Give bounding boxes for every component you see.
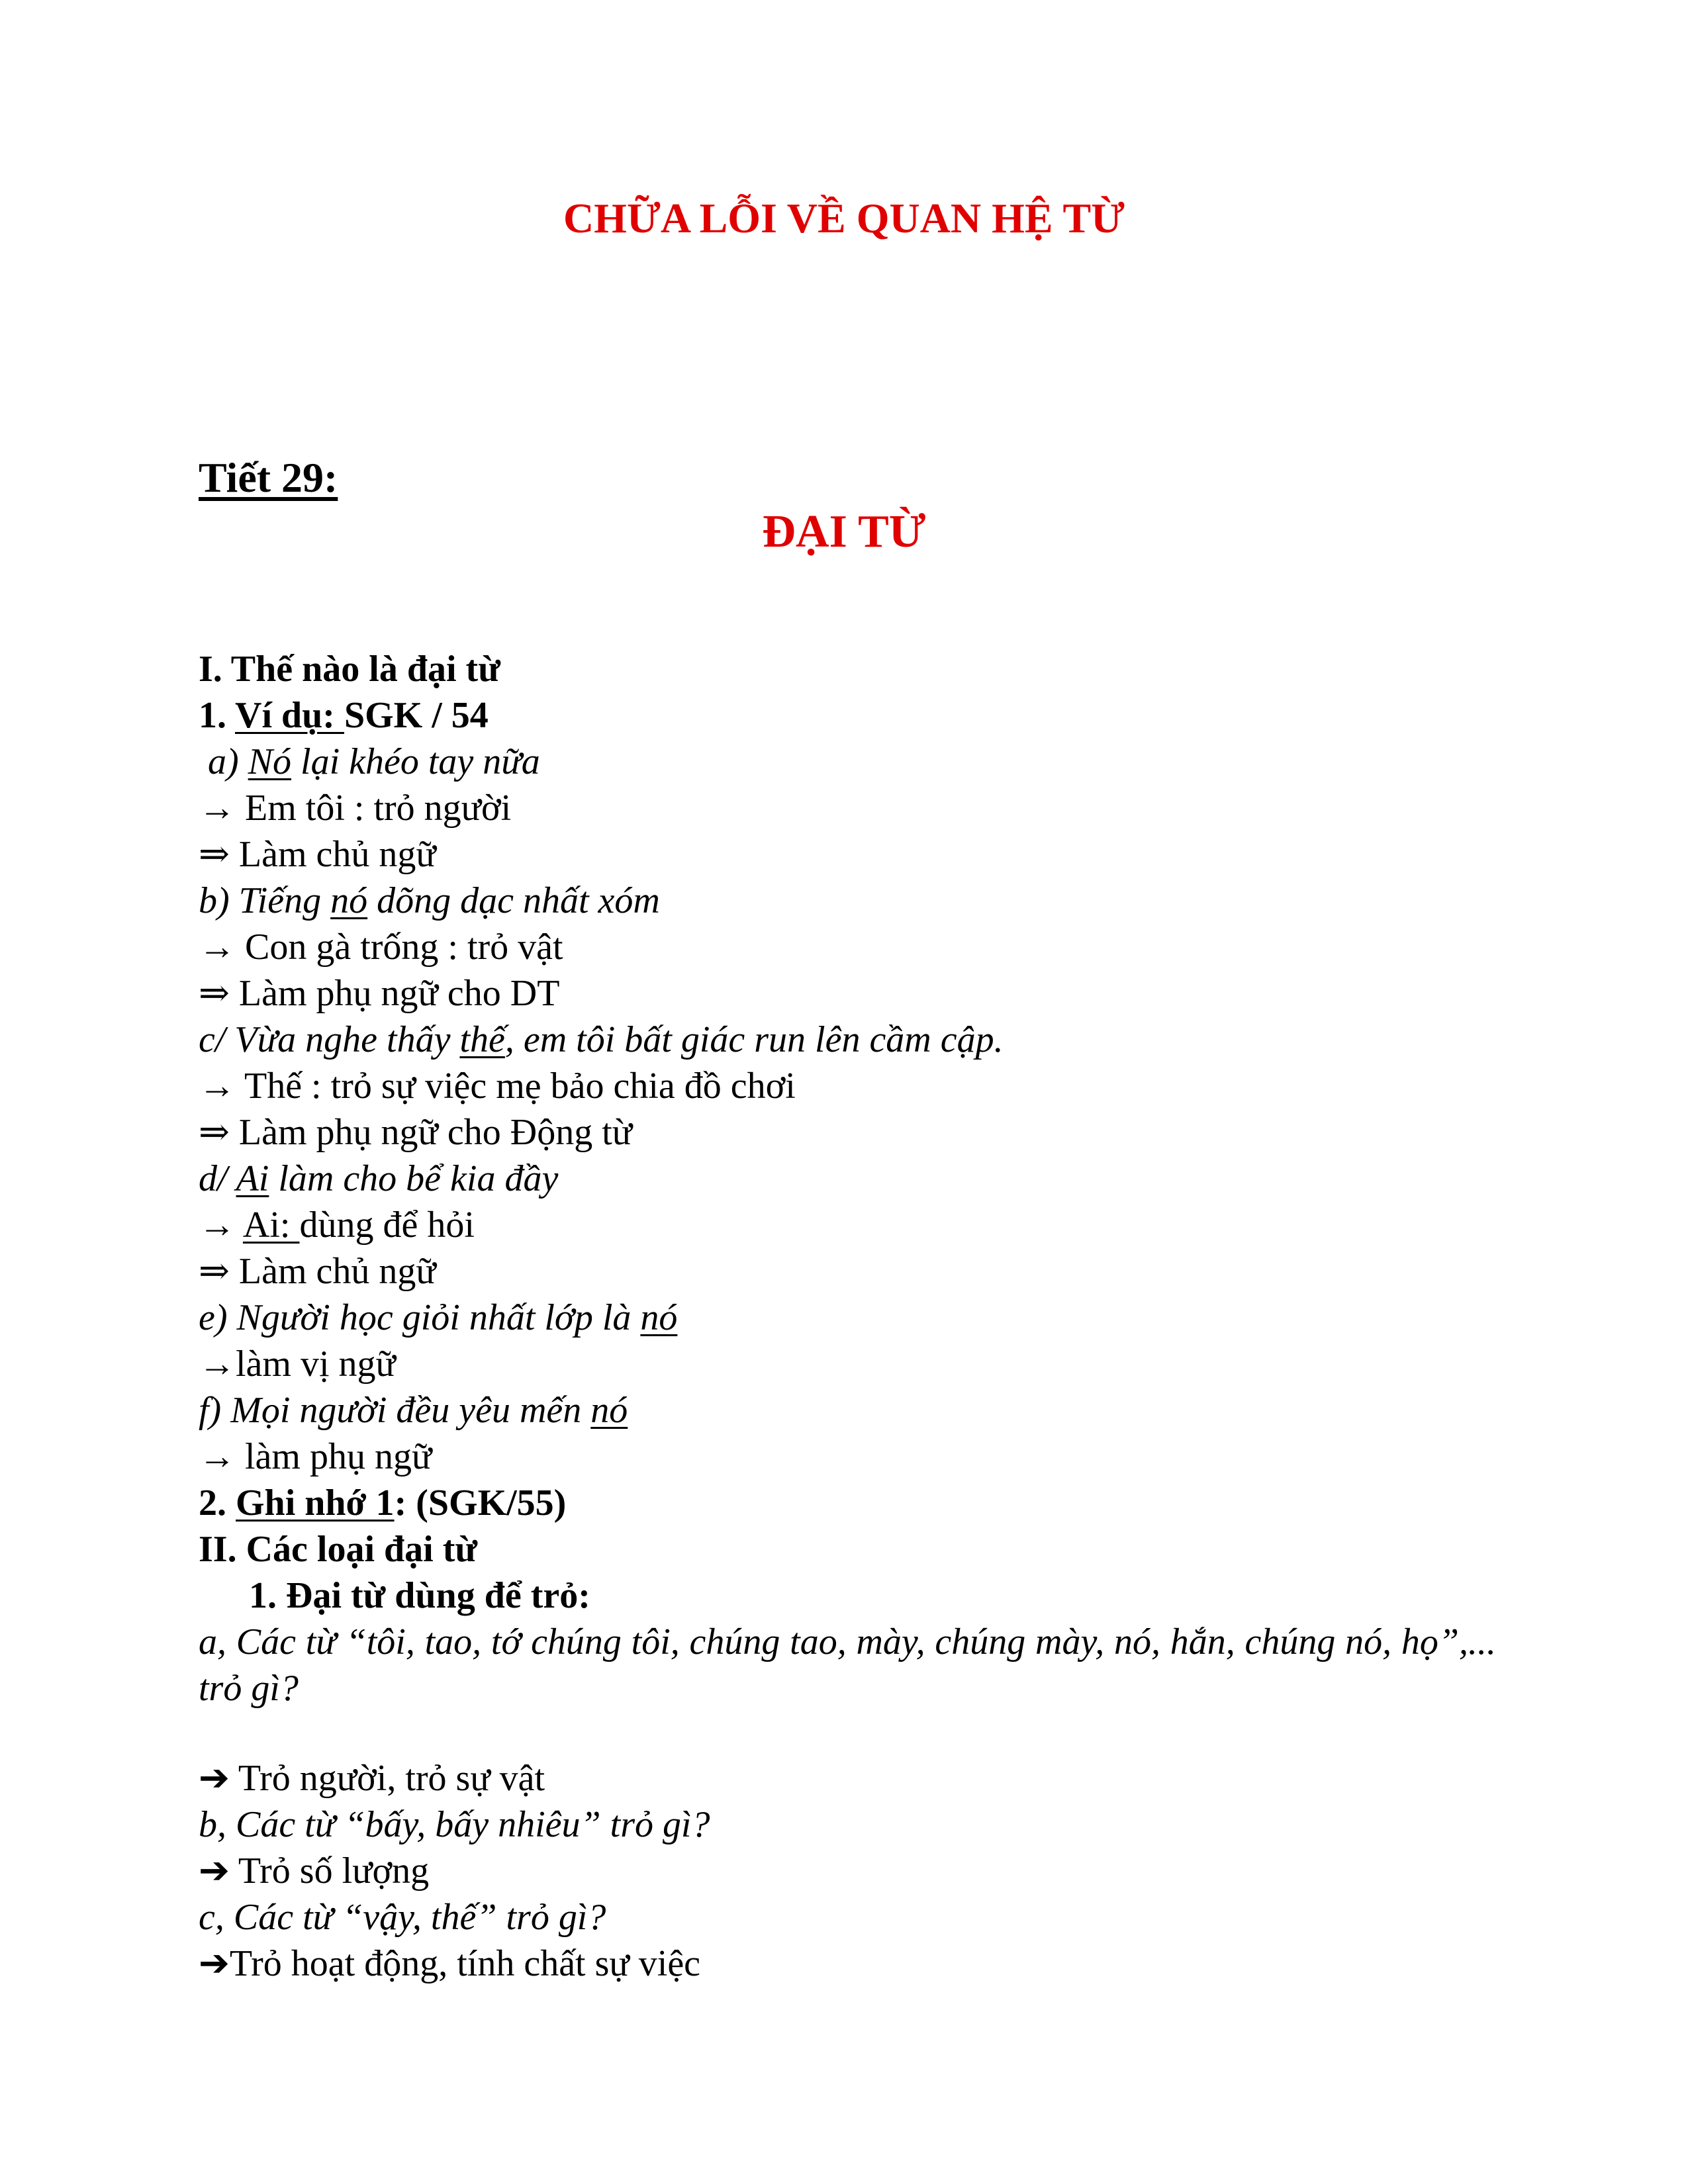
example-a-note-2: ⇒ Làm chủ ngữ: [199, 834, 436, 875]
example-b-note-1: → Con gà trống : trỏ vật: [199, 927, 563, 968]
page-title: CHỮA LỖI VỀ QUAN HỆ TỪ: [563, 195, 1125, 242]
question-b: b, Các từ “bấy, bấy nhiêu” trỏ gì?: [199, 1804, 710, 1845]
answer-c: [199, 1940, 1496, 1987]
answer-a: [199, 1755, 1496, 1801]
example-f: [199, 1387, 1496, 1433]
example-a-note-1: → Em tôi : trỏ người: [199, 788, 512, 829]
example-b-rest: dõng dạc nhất xóm: [367, 880, 660, 921]
example-b-prefix: b) Tiếng: [199, 880, 331, 921]
section-1-heading: I. Thế nào là đại từ: [199, 649, 500, 690]
example-e-prefix: e) Người học giỏi nhất lớp là: [199, 1297, 641, 1338]
example-d-note-rest: dùng để hỏi: [299, 1205, 475, 1246]
example-line: [199, 692, 1496, 739]
subsection-1-heading: 1. Đại từ dùng để trỏ:: [249, 1575, 590, 1616]
answer-b: [199, 1848, 1496, 1894]
example-f-note-1: → làm phụ ngữ: [199, 1436, 432, 1477]
example-label: Ví dụ:: [235, 695, 344, 736]
memo-line: [199, 1480, 1496, 1526]
memo-ref: : (SGK/55): [394, 1482, 567, 1524]
arrow-icon: →: [199, 1205, 243, 1246]
example-e-note-1: →làm vị ngữ: [199, 1343, 396, 1385]
example-a-rest: lại khéo tay nữa: [291, 741, 540, 782]
example-c-pronoun: thế: [459, 1019, 505, 1060]
example-e: [199, 1295, 1496, 1341]
example-d-note-2: ⇒ Làm chủ ngữ: [199, 1251, 436, 1292]
lesson-label: Tiết 29:: [199, 454, 338, 501]
example-c-note-1: → Thế : trỏ sự việc mẹ bảo chia đồ chơi: [199, 1066, 796, 1107]
example-d-note-word: Ai:: [242, 1205, 300, 1246]
example-c-rest: , em tôi bất giác run lên cầm cập.: [504, 1019, 1004, 1060]
example-c: [199, 1017, 1496, 1063]
example-e-pronoun: nó: [640, 1297, 678, 1338]
example-ref: SGK / 54: [344, 695, 489, 736]
arrow-icon: ➔: [199, 1850, 230, 1891]
memo-number: 2.: [199, 1482, 236, 1524]
memo-label: Ghi nhớ 1: [236, 1482, 395, 1524]
arrow-icon: ➔: [199, 1943, 230, 1984]
example-d-pronoun: Ai: [236, 1158, 269, 1199]
example-d: [199, 1156, 1496, 1202]
example-b: [199, 878, 1496, 924]
example-b-pronoun: nó: [330, 880, 368, 921]
answer-a-text: Trỏ người, trỏ sự vật: [229, 1758, 545, 1799]
example-c-note-2: ⇒ Làm phụ ngữ cho Động từ: [199, 1112, 633, 1153]
arrow-icon: ➔: [199, 1758, 230, 1799]
spacer: [199, 1711, 1496, 1755]
section-2-heading: II. Các loại đại từ: [199, 1529, 477, 1570]
lesson-title: ĐẠI TỪ: [762, 506, 926, 557]
question-a: a, Các từ “tôi, tao, tớ chúng tôi, chúng tao, mày, chúng mày, nó, hắn, chúng nó, họ”,... trỏ gì?: [199, 1621, 1496, 1709]
question-c: c, Các từ “vậy, thế” trỏ gì?: [199, 1897, 606, 1938]
answer-b-text: Trỏ số lượng: [229, 1850, 430, 1891]
example-d-note-1: [199, 1202, 1496, 1248]
answer-c-text: Trỏ hoạt động, tính chất sự việc: [229, 1943, 701, 1984]
example-a: [199, 739, 1496, 785]
example-f-pronoun: nó: [590, 1390, 628, 1431]
example-c-prefix: c/ Vừa nghe thấy: [199, 1019, 460, 1060]
example-f-prefix: f) Mọi người đều yêu mến: [199, 1390, 591, 1431]
example-d-rest: làm cho bể kia đầy: [269, 1158, 559, 1199]
example-d-prefix: d/: [199, 1158, 236, 1199]
example-a-pronoun: Nó: [248, 741, 292, 782]
example-a-prefix: a): [208, 741, 248, 782]
example-number: 1.: [199, 695, 235, 736]
document-body: [199, 646, 1496, 1987]
example-b-note-2: ⇒ Làm phụ ngữ cho DT: [199, 973, 560, 1014]
